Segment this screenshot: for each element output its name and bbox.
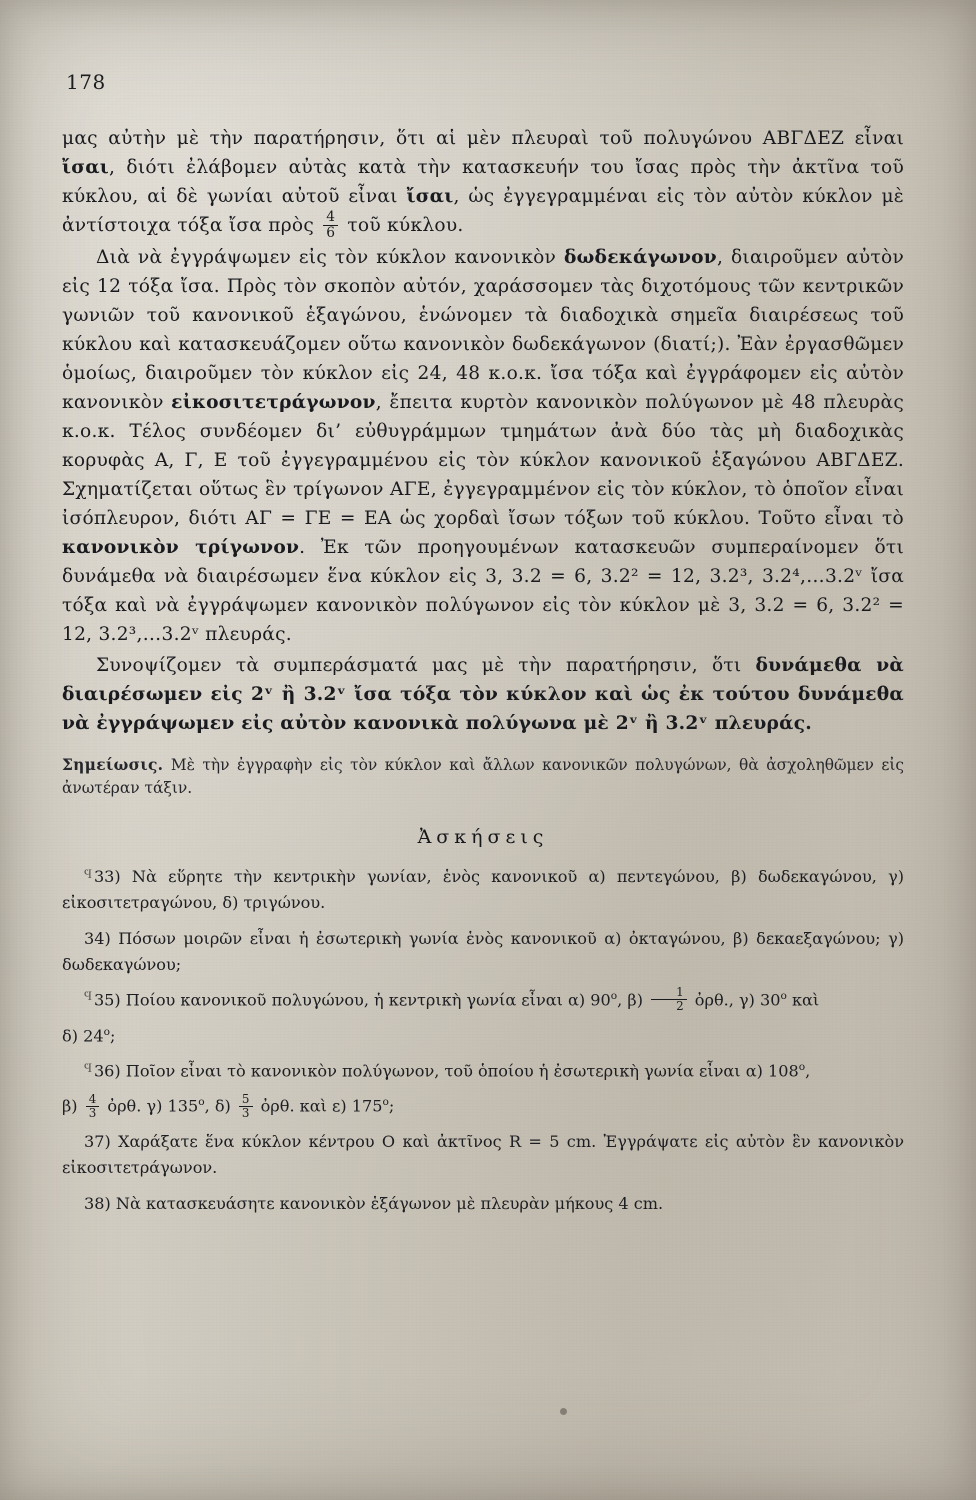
p1-segment-a: μας αὐτὴν μὲ τὴν παρατήρησιν, ὅτι αἱ μὲν πλευραὶ τοῦ πολυγώνου ΑΒΓΔΕΖ εἶναι	[62, 128, 904, 149]
fraction-five-thirds	[239, 1093, 253, 1119]
fraction-denominator: 2	[651, 999, 687, 1013]
note-label: Σημείωσις.	[62, 756, 164, 775]
exercise-35-part-b: , β)	[617, 989, 649, 1009]
exercise-33-text: 33) Νὰ εὕρητε τὴν κεντρικὴν γωνίαν, ἑνὸς κανονικοῦ α) πεντεγώνου, β) δωδεκαγώνου, γ) εἰκοσιτετραγώνου, δ) τριγώνου.	[62, 867, 904, 913]
exercise-bullet-icon: Ϥ	[84, 1060, 92, 1076]
exercise-34-text: 34) Πόσων μοιρῶν εἶναι ἡ ἐσωτερικὴ γωνία ἑνὸς κανονικοῦ α) ὀκταγώνου, β) δεκαεξαγώνου; γ) δωδεκαγώνου;	[62, 928, 904, 974]
exercise-35-part-a: 35) Ποίου κανονικοῦ πολυγώνου, ἡ κεντρικὴ γωνία εἶναι α) 90	[93, 989, 611, 1009]
fraction-denominator: 3	[86, 1106, 100, 1120]
paragraph-3	[62, 651, 904, 738]
exercise-36-part-e: , δ)	[204, 1096, 236, 1116]
exercise-36-degree-3: ο	[382, 1095, 389, 1109]
exercise-36-degree-1: ο	[798, 1060, 806, 1074]
p2-segment-c: , ἔπειτα κυρτὸν κανονικὸν πολύγωνον μὲ 48 πλευρὰς κ.ο.κ. Τέλος συνδέομεν δι’ εὐθυγράμμων τμημάτων ἀνὰ δύο τὰς μὴ διαδοχικὰς κορυφὰς Α, Γ, Ε τοῦ ἐγγεγραμμένου εἰς τὸν κύκλον κανονικοῦ ἑξαγώνου ΑΒΓΔΕΖ. Σχηματίζεται οὕτως ἓν τρίγωνον ΑΓΕ, ἐγγεγραμμένον εἰς τὸν κύκλον, τὸ ὁποῖον εἶναι ἰσόπλευρον, διότι ΑΓ = ΓΕ = ΕΑ ὡς χορδαὶ ἴσων τόξων τοῦ κύκλου. Τοῦτο εἶναι τὸ	[62, 392, 904, 530]
p2-segment-a: Διὰ νὰ ἐγγράψωμεν εἰς τὸν κύκλον κανονικὸν	[96, 247, 564, 269]
exercise-bullet-icon: Ϥ	[84, 989, 92, 1005]
exercise-item-36	[62, 1058, 904, 1084]
exercise-item-35-continued	[62, 1023, 904, 1049]
exercise-35-degree-2: ο	[780, 988, 787, 1002]
exercise-36-part-g: ;	[388, 1096, 395, 1116]
p2-segment-d: . Ἐκ τῶν προηγουμένων κατασκευῶν συμπεραίνομεν ὅτι δυνάμεθα νὰ διαιρέσωμεν ἕνα κύκλον εἰς 3, 3.2 = 6, 3.2² = 12, 3.2³, 3.2⁴,…3.2ᵛ ἴσα τόξα καὶ νὰ ἐγγράψωμεν κανονικὸν πολύγωνον εἰς τὸν κύκλον μὲ 3, 3.2 = 6, 3.2² = 12, 3.2³,…3.2ᵛ πλευράς.	[62, 537, 904, 646]
p1-segment-c: , ὡς ἐγγεγραμμέναι εἰς τὸν αὐτὸν κύκλον μὲ ἀντίστοιχα τόξα ἴσα πρὸς	[62, 186, 904, 237]
p2-emphasis-icositetragon: εἰκοσιτετράγωνον	[171, 392, 376, 414]
p3-segment-a: Συνοψίζομεν τὰ συμπεράσματά μας μὲ τὴν παρατήρησιν, ὅτι	[96, 655, 756, 677]
exercise-bullet-icon: Ϥ	[84, 866, 92, 882]
exercises-heading: Ἀσκήσεις	[417, 826, 549, 849]
exercise-35-part-c: ὀρθ., γ) 30	[689, 989, 781, 1009]
exercise-35-degree-1: ο	[610, 988, 618, 1002]
exercise-35-part-f: ;	[109, 1025, 116, 1045]
exercise-38-text: 38) Νὰ κατασκευάσητε κανονικὸν ἑξάγωνον μὲ πλευρὰν μήκους 4 cm.	[84, 1193, 664, 1213]
p1-segment-b: , διότι ἐλάβομεν αὐτὰς κατὰ τὴν κατασκευήν του ἴσας πρὸς τὴν ἀκτῖνα τοῦ κύκλου, αἱ δὲ γωνίαι αὐτοῦ εἶναι	[62, 157, 904, 207]
p2-emphasis-regular-triangle: κανονικὸν τρίγωνον	[62, 537, 300, 559]
p1-segment-d: τοῦ κύκλου.	[341, 215, 464, 237]
fraction-numerator: 1	[676, 985, 684, 1000]
fraction-denominator: 3	[239, 1106, 253, 1120]
p1-emphasis-isai-1: ἴσαι	[62, 157, 110, 178]
exercise-36-degree-2: ο	[198, 1095, 205, 1109]
exercise-36-part-b: ,	[805, 1061, 811, 1081]
fraction-numerator: 5	[241, 1092, 250, 1107]
exercise-36-part-c: β)	[62, 1096, 83, 1116]
fraction-four-sixths	[323, 210, 338, 240]
fraction-four-thirds	[86, 1093, 100, 1119]
note-text: Μὲ τὴν ἐγγραφὴν εἰς τὸν κύκλον καὶ ἄλλων κανονικῶν πολυγώνων, θὰ ἀσχοληθῶμεν εἰς ἀνωτέραν τάξιν.	[62, 756, 904, 798]
exercise-36-part-f: ὀρθ. καὶ ε) 175	[255, 1096, 383, 1116]
note-block	[62, 754, 904, 800]
exercise-item-36-continued	[62, 1093, 904, 1120]
fraction-numerator: 4	[88, 1092, 97, 1107]
page-ornament-dot	[560, 1408, 567, 1415]
p3-emphasis-conclusion: δυνάμεθα νὰ διαιρέσωμεν εἰς 2ᵛ ἢ 3.2ᵛ ἴσα τόξα τὸν κύκλον καὶ ὡς ἐκ τούτου δυνάμεθα νὰ ἐγγράψωμεν εἰς αὐτὸν κανονικὰ πολύγωνα μὲ 2ᵛ ἢ 3.2ᵛ πλευράς.	[62, 655, 904, 735]
paragraph-2	[62, 243, 904, 649]
body-text-block	[62, 124, 904, 738]
exercise-item-33	[62, 864, 904, 916]
exercise-item-35	[62, 987, 904, 1014]
fraction-denominator: 6	[323, 225, 338, 241]
exercise-item-37	[62, 1129, 904, 1181]
fraction-numerator: 4	[326, 209, 336, 225]
exercise-36-part-a: 36) Ποῖον εἶναι τὸ κανονικὸν πολύγωνον, τοῦ ὁποίου ἡ ἐσωτερικὴ γωνία εἶναι α) 108	[93, 1061, 799, 1081]
p1-emphasis-isai-2: ἴσαι	[406, 186, 454, 207]
p2-emphasis-dodecagon: δωδεκάγωνον	[563, 247, 717, 269]
exercise-35-part-e: δ) 24	[62, 1025, 104, 1045]
exercises-list	[62, 864, 904, 1216]
exercise-item-38	[62, 1191, 904, 1217]
exercise-item-34	[62, 926, 904, 978]
exercise-37-text: 37) Χαράξατε ἕνα κύκλον κέντρου Ο καὶ ἀκτῖνος R = 5 cm. Ἐγγράψατε εἰς αὐτὸν ἓν κανονικὸν εἰκοσιτετράγωνον.	[62, 1132, 904, 1178]
exercise-35-degree-3: ο	[103, 1024, 110, 1038]
page-content	[62, 70, 904, 1226]
p2-segment-b: , διαιροῦμεν αὐτὸν εἰς 12 τόξα ἴσα. Πρὸς τὸν σκοπὸν αὐτόν, χαράσσομεν τὰς διχοτόμους τῶν κεντρικῶν γωνιῶν τοῦ κανονικοῦ ἑξαγώνου, ἑνώνομεν τὰ διαδοχικὰ σημεῖα διαιρέσεως τοῦ κύκλου καὶ κατασκευάζομεν οὕτω κανονικὸν δωδεκάγωνον (διατί;). Ἐὰν ἐργασθῶμεν ὁμοίως, διαιροῦμεν τὸν κύκλον εἰς 24, 48 κ.ο.κ. ἴσα τόξα καὶ ἐγγράφομεν εἰς αὐτὸν κανονικὸν	[62, 247, 905, 414]
page-number: 178	[66, 70, 106, 94]
exercise-35-part-d: καὶ	[786, 989, 820, 1009]
exercise-36-part-d: ὀρθ. γ) 135	[102, 1096, 199, 1116]
paragraph-1	[62, 124, 904, 241]
fraction-one-half	[651, 986, 687, 1012]
